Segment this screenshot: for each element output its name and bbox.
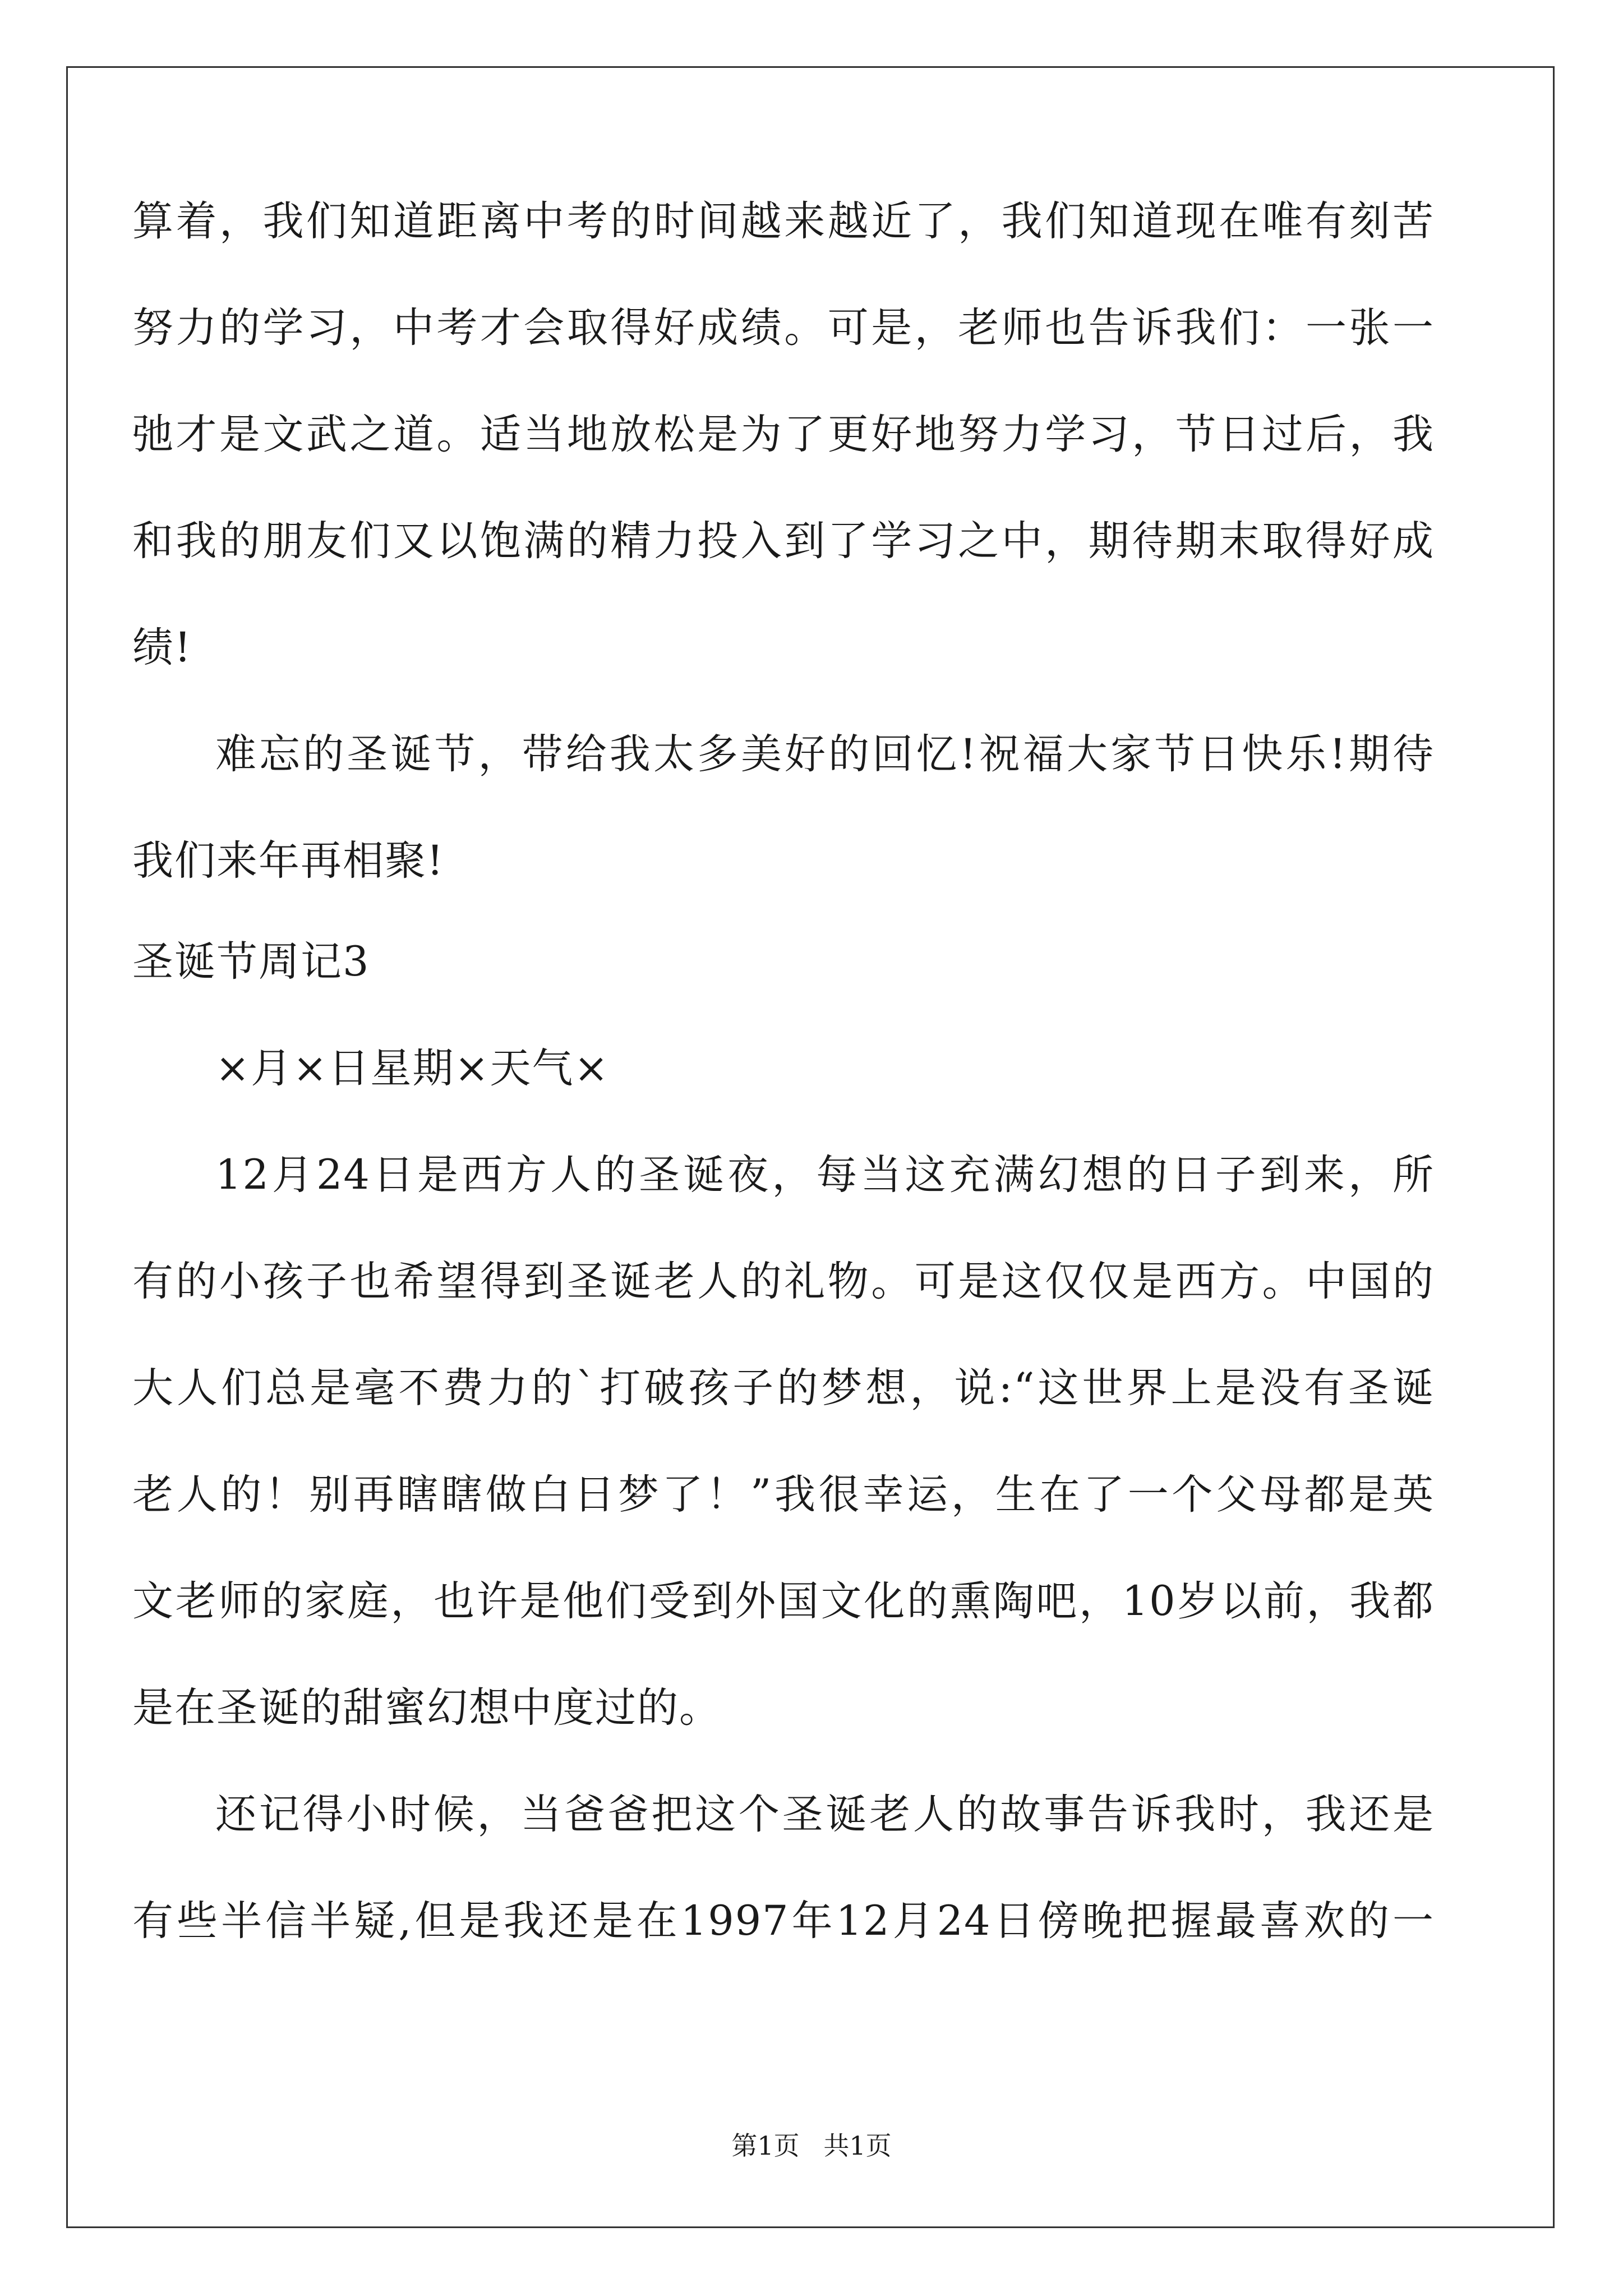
text-line: 12月24日是西方人的圣诞夜，每当这充满幻想的日子到来，所 <box>215 1151 1435 1199</box>
page-total: 共1页 <box>823 2131 892 2161</box>
text-line: 有的小孩子也希望得到圣诞老人的礼物。可是这仅仅是西方。中国的 <box>132 1258 1435 1305</box>
text-line: 还记得小时候，当爸爸把这个圣诞老人的故事告诉我时，我还是 <box>215 1791 1435 1838</box>
text-line: 弛才是文武之道。适当地放松是为了更好地努力学习，节日过后，我 <box>132 411 1435 458</box>
page-number: 第1页 <box>731 2131 800 2161</box>
section-heading: 圣诞节周记3 <box>132 938 370 986</box>
text-line: 努力的学习，中考才会取得好成绩。可是，老师也告诉我们：一张一 <box>132 304 1435 352</box>
date-weather-line: ×月×日星期×天气× <box>215 1045 610 1092</box>
page-footer <box>0 2129 1623 2162</box>
text-line: 大人们总是毫不费力的`打破孩子的梦想，说:“这世界上是没有圣诞 <box>132 1364 1435 1412</box>
text-line: 有些半信半疑,但是我还是在1997年12月24日傍晚把握最喜欢的一 <box>132 1897 1435 1945</box>
text-line: 算着，我们知道距离中考的时间越来越近了，我们知道现在唯有刻苦 <box>132 197 1435 245</box>
text-line: 难忘的圣诞节，带给我太多美好的回忆!祝福大家节日快乐!期待 <box>215 730 1435 778</box>
text-line: 和我的朋友们又以饱满的精力投入到了学习之中，期待期末取得好成 <box>132 517 1435 565</box>
text-line: 绩! <box>132 624 192 671</box>
text-line: 老人的！别再瞎瞎做白日梦了！”我很幸运，生在了一个父母都是英 <box>132 1471 1435 1519</box>
text-line: 是在圣诞的甜蜜幻想中度过的。 <box>132 1684 721 1732</box>
text-line: 我们来年再相聚! <box>132 837 445 885</box>
text-line: 文老师的家庭，也许是他们受到外国文化的熏陶吧，10岁以前，我都 <box>132 1577 1435 1625</box>
